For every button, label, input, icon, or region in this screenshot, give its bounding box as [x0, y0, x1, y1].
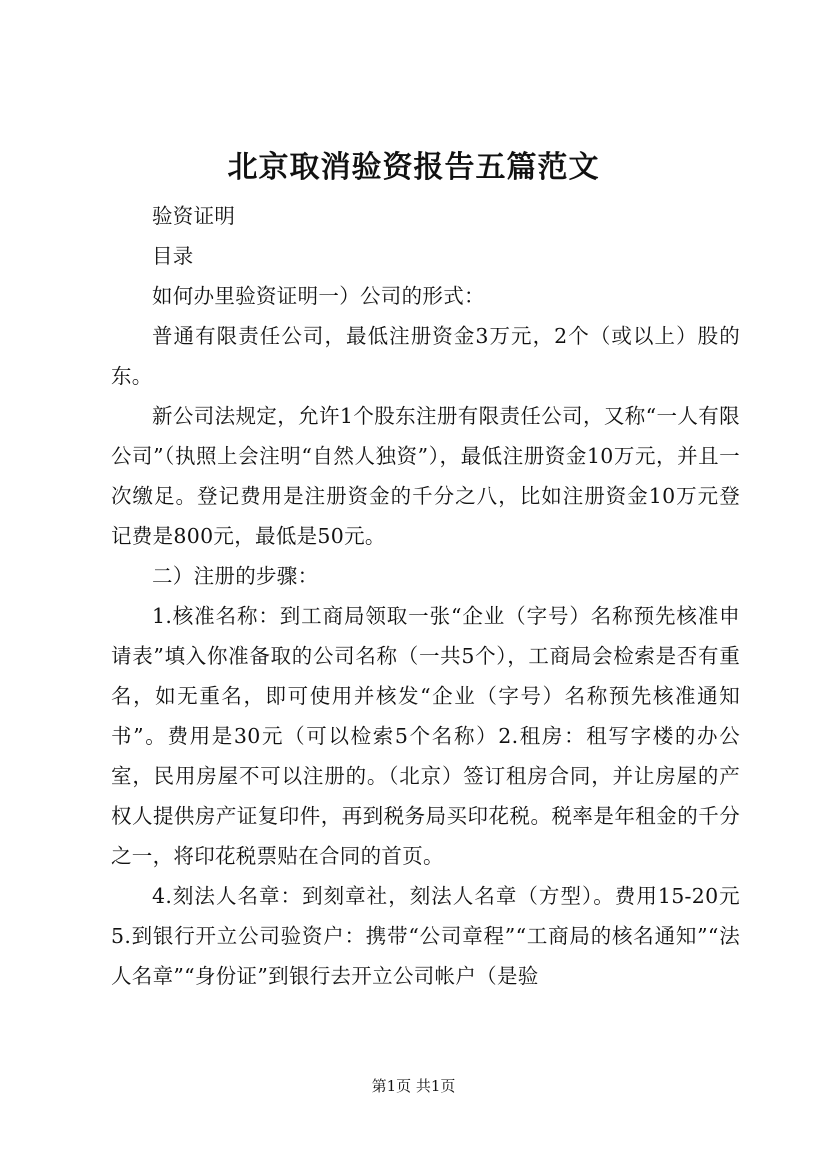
paragraph-6: 二）注册的步骤：	[152, 564, 319, 588]
page-footer: 第1页 共1页	[371, 1077, 456, 1095]
paragraph-1: 验资证明	[152, 204, 236, 228]
paragraph-3: 如何办里验资证明一）公司的形式：	[152, 284, 485, 308]
paragraph-7: 1.核准名称：到工商局领取一张“企业（字号）名称预先核准申请表”填入你准备取的公司名称（一共5个），工商局会检索是否有重名，如无重名，即可使用并核发“企业（字号）名称预先核准通知书”。费用是30元（可以检索5个名称）2.租房：租写字楼的办公室，民用房屋不可以注册的。（北京）签订租房合同，并让房屋的产权人提供房产证复印件，再到税务局买印花税。税率是年租金的千分之一，将印花税票贴在合同的首页。	[111, 604, 740, 868]
document-body	[111, 196, 740, 996]
paragraph-5: 新公司法规定，允许1个股东注册有限责任公司，又称“一人有限公司”（执照上会注明“自然人独资”），最低注册资金10万元，并且一次缴足。登记费用是注册资金的千分之八，比如注册资金10万元登记费是800元，最低是50元。	[111, 404, 740, 548]
paragraph-4: 普通有限责任公司，最低注册资金3万元，2个（或以上）股的东。	[111, 324, 740, 388]
paragraph-8: 4.刻法人名章：到刻章社，刻法人名章（方型）。费用15-20元5.到银行开立公司验资户：携带“公司章程”“工商局的核名通知”“法人名章”“身份证”到银行去开立公司帐户（是验	[111, 884, 740, 988]
paragraph-2: 目录	[152, 244, 194, 268]
document-title: 北京取消验资报告五篇范文	[227, 150, 600, 185]
